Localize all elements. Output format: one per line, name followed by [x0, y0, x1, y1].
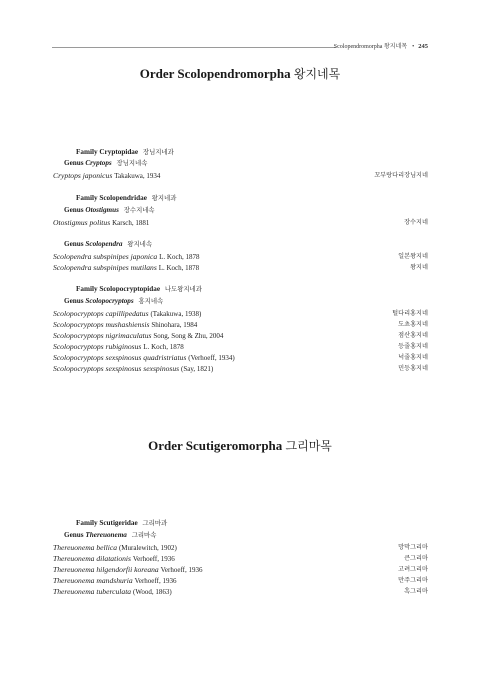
family-heading — [76, 284, 202, 295]
species-scientific-name: Scolopendra subspinipes mutilans — [53, 263, 157, 272]
genus-korean: 장수지네속 — [123, 206, 155, 214]
species-common-name: 흑그리마 — [404, 588, 428, 595]
species-common-name: 민등홍지네 — [398, 365, 428, 372]
genus-korean: 장님지네속 — [116, 159, 148, 167]
species-entry — [53, 262, 428, 273]
species-authority: Takakuwa, 1934 — [114, 172, 161, 180]
genus-name: Scolopocryptops — [85, 297, 134, 305]
genus-prefix: Genus — [64, 297, 84, 305]
species-common-name: 넉줄홍지네 — [398, 354, 428, 361]
species-scientific-name: Thereuonema tuberculata — [53, 587, 132, 596]
order-title-latin: Order Scutigeromorpha — [148, 438, 283, 453]
species-scientific-name: Scolopocryptops sexspinosus sexspinosus — [53, 364, 180, 373]
species-entry — [53, 586, 428, 597]
running-head-text — [334, 42, 428, 52]
species-scientific-name: Scolopocryptops mushashiensis — [53, 320, 150, 329]
family-prefix: Family — [76, 148, 98, 156]
species-authority: Verhoeff, 1936 — [160, 566, 203, 574]
order-title-korean: 왕지네목 — [293, 67, 341, 81]
family-korean: 왕지네과 — [151, 194, 177, 202]
species-scientific-name: Thereuonema mandshuria — [53, 576, 133, 585]
genus-heading — [64, 205, 155, 216]
order-title-korean: 그리마목 — [285, 439, 332, 453]
species-scientific-name: Thereuonema dilatationis — [53, 554, 131, 563]
running-head-title: Scolopendromorpha 왕지네목 — [333, 44, 408, 50]
species-entry — [53, 217, 428, 228]
species-entry — [53, 575, 428, 586]
species-authority: (Muralewitch, 1902) — [118, 544, 177, 552]
species-common-name: 도쵸홍지네 — [398, 321, 428, 328]
species-common-name: 일본왕지네 — [398, 253, 428, 260]
species-authority: Verhoeff, 1936 — [134, 577, 177, 585]
species-common-name: 왕지네 — [410, 264, 428, 271]
species-scientific-name: Cryptops japonicus — [53, 171, 113, 180]
species-scientific-name: Scolopendra subspinipes japonica — [53, 252, 158, 261]
bullet-separator: • — [412, 44, 415, 50]
genus-prefix: Genus — [64, 531, 84, 539]
species-common-name: 망막그리마 — [398, 544, 428, 551]
species-authority: L. Koch, 1878 — [159, 253, 200, 261]
genus-name: Scolopendra — [85, 240, 123, 248]
species-entry — [53, 564, 428, 575]
species-common-name: 큰그리마 — [404, 555, 428, 562]
family-name: Scolopendridae — [99, 194, 147, 202]
family-heading — [76, 193, 176, 204]
genus-prefix: Genus — [64, 159, 84, 167]
family-korean: 그리마과 — [142, 519, 168, 527]
genus-heading — [64, 239, 152, 250]
order-title-scolopendromorpha — [0, 66, 480, 82]
order-title-scutigeromorpha — [0, 438, 480, 454]
genus-heading — [64, 530, 156, 541]
family-prefix: Family — [76, 194, 98, 202]
header-rule — [52, 47, 336, 48]
species-entry — [53, 352, 428, 363]
species-entry — [53, 319, 428, 330]
family-prefix: Family — [76, 519, 98, 527]
species-entry — [53, 251, 428, 262]
family-name: Cryptopidae — [99, 148, 139, 156]
genus-korean: 왕지네속 — [127, 240, 153, 248]
genus-korean: 그리마속 — [131, 531, 157, 539]
genus-name: Cryptops — [85, 159, 112, 167]
family-prefix: Family — [76, 285, 98, 293]
species-authority: (Say, 1821) — [181, 365, 214, 373]
running-head — [0, 42, 428, 52]
species-common-name: 털다리홍지네 — [392, 310, 428, 317]
species-common-name: 장수지네 — [404, 219, 428, 226]
species-scientific-name: Scolopocryptops capillipedatus — [53, 309, 149, 318]
species-authority: (Takakuwa, 1938) — [150, 310, 202, 318]
order-title-latin: Order Scolopendromorpha — [139, 66, 291, 81]
species-common-name: 만주그리마 — [398, 577, 428, 584]
species-authority: (Wood, 1863) — [133, 588, 172, 596]
species-authority: L. Koch, 1878 — [158, 264, 200, 272]
genus-name: Thereuonema — [85, 531, 127, 539]
page-number: 245 — [418, 43, 428, 50]
species-authority: Karsch, 1881 — [112, 219, 150, 227]
genus-heading — [64, 296, 163, 307]
species-common-name: 점산홍지네 — [398, 332, 428, 339]
species-entry — [53, 330, 428, 341]
species-authority: (Verhoeff, 1934) — [188, 354, 235, 362]
species-authority: Verhoeff, 1936 — [132, 555, 175, 563]
species-scientific-name: Scolopocryptops rubiginosus — [53, 342, 142, 351]
species-entry — [53, 363, 428, 374]
species-common-name: 꼬부랑다리장님지네 — [374, 172, 428, 179]
species-entry — [53, 341, 428, 352]
species-entry — [53, 308, 428, 319]
species-entry — [53, 553, 428, 564]
species-entry — [53, 170, 428, 181]
genus-name: Otostigmus — [85, 206, 119, 214]
species-common-name: 등줄홍지네 — [398, 343, 428, 350]
genus-heading — [64, 158, 147, 169]
species-entry — [53, 542, 428, 553]
species-common-name: 고려그리마 — [398, 566, 428, 573]
genus-prefix: Genus — [64, 240, 84, 248]
genus-korean: 홍지네속 — [138, 297, 164, 305]
species-authority: L. Koch, 1878 — [143, 343, 184, 351]
species-authority: Song, Song & Zhu, 2004 — [153, 332, 224, 340]
species-scientific-name: Thereuonema hilgendorfii koreana — [53, 565, 159, 574]
species-authority: Shinohara, 1984 — [151, 321, 198, 329]
family-heading — [76, 147, 174, 158]
species-scientific-name: Otostigmus politus — [53, 218, 111, 227]
species-scientific-name: Thereuonema bellica — [53, 543, 118, 552]
species-scientific-name: Scolopocryptops nigrimaculatus — [53, 331, 152, 340]
family-korean: 나도왕지네과 — [164, 285, 202, 293]
family-korean: 장님지네과 — [142, 148, 174, 156]
family-name: Scolopocryptopidae — [99, 285, 161, 293]
family-name: Scutigeridae — [99, 519, 138, 527]
family-heading — [76, 518, 167, 529]
species-scientific-name: Scolopocryptops sexspinosus quadristriatus — [53, 353, 187, 362]
genus-prefix: Genus — [64, 206, 84, 214]
